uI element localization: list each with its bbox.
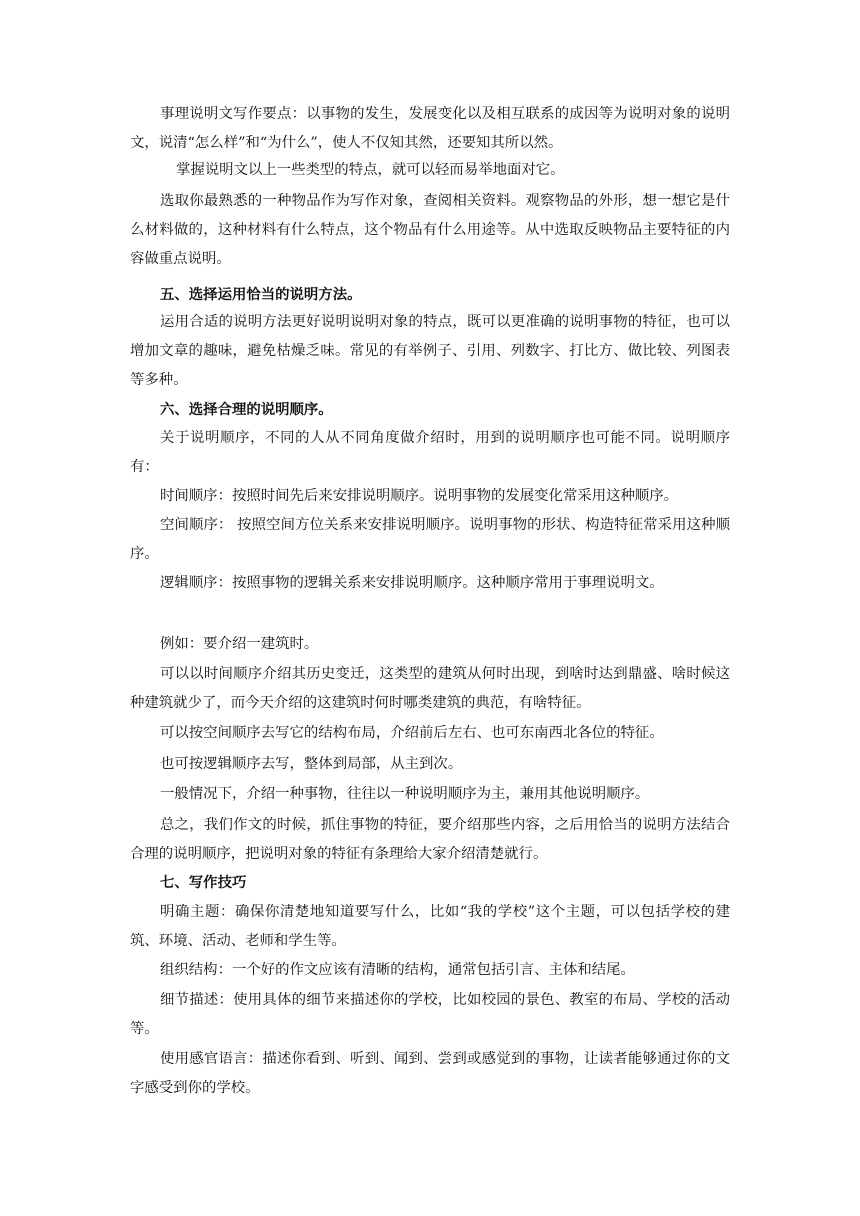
paragraph-time-order: 时间顺序：按照时间先后来安排说明顺序。说明事物的发展变化常采用这种顺序。 [160,488,679,504]
heading-section-5: 五、选择运用恰当的说明方法。 [160,286,362,303]
heading-section-6: 六、选择合理的说明顺序。 [160,401,333,418]
paragraph-choose-object: 选取你最熟悉的一种物品作为写作对象，查阅相关资料。观察物品的外形，想一想它是什么材料做的，这种材料有什么特点，这个物品有什么用途等。从中选取反映物品主要特征的内容做重点说明。 [130,193,730,267]
paragraph-logic-order: 逻辑顺序：按照事物的逻辑关系来安排说明顺序。这种顺序常用于事理说明文。 [160,575,664,591]
paragraph-example-intro: 例如：要介绍一建筑时。 [160,636,319,652]
paragraph-senses: 使用感官语言：描述你看到、听到、闻到、尝到或感觉到的事物，让读者能够通过你的文字感受到你的学校。 [130,1051,730,1096]
paragraph-event-explanation: 事理说明文写作要点：以事物的发生，发展变化以及相互联系的成因等为说明对象的说明文，说清“怎么样”和“为什么”，使人不仅知其然，还要知其所以然。 [130,106,730,151]
paragraph-methods: 运用合适的说明方法更好说明说明对象的特点，既可以更准确的说明事物的特征，也可以增加文章的趣味，避免枯燥乏味。常见的有举例子、引用、列数字、打比方、做比较、列图表等多种。 [130,314,730,388]
paragraph-example-logic: 也可按逻辑顺序去写，整体到局部，从主到次。 [160,756,463,772]
paragraph-summary: 总之，我们作文的时候，抓住事物的特征，要介绍那些内容，之后用恰当的说明方法结合合理的说明顺序，把说明对象的特征有条理给大家介绍清楚就行。 [130,817,730,862]
paragraph-example-space: 可以按空间顺序去写它的结构布局，介绍前后左右、也可东南西北各位的特征。 [160,725,664,741]
heading-section-7: 七、写作技巧 [160,874,247,891]
paragraph-type-summary: 掌握说明文以上一些类型的特点，就可以轻而易举地面对它。 [176,162,565,178]
paragraph-structure: 组织结构：一个好的作文应该有清晰的结构，通常包括引言、主体和结尾。 [160,962,635,978]
paragraph-clear-topic: 明确主题：确保你清楚地知道要写什么，比如“我的学校”这个主题，可以包括学校的建筑、环境、活动、老师和学生等。 [130,904,730,949]
paragraph-detail: 细节描述：使用具体的细节来描述你的学校，比如校园的景色、教室的布局、学校的活动等。 [130,992,730,1037]
paragraph-general-rule: 一般情况下，介绍一种事物，往往以一种说明顺序为主，兼用其他说明顺序。 [160,786,650,802]
paragraph-space-order: 空间顺序： 按照空间方位关系来安排说明顺序。说明事物的形状、构造特征常采用这种顺序。 [130,517,730,562]
paragraph-order-intro: 关于说明顺序，不同的人从不同角度做介绍时，用到的说明顺序也可能不同。说明顺序有： [130,430,730,475]
paragraph-example-time: 可以以时间顺序介绍其历史变迁，这类型的建筑从何时出现，到啥时达到鼎盛、啥时候这种建筑就少了，而今天介绍的这建筑时何时哪类建筑的典范，有啥特征。 [130,666,730,711]
